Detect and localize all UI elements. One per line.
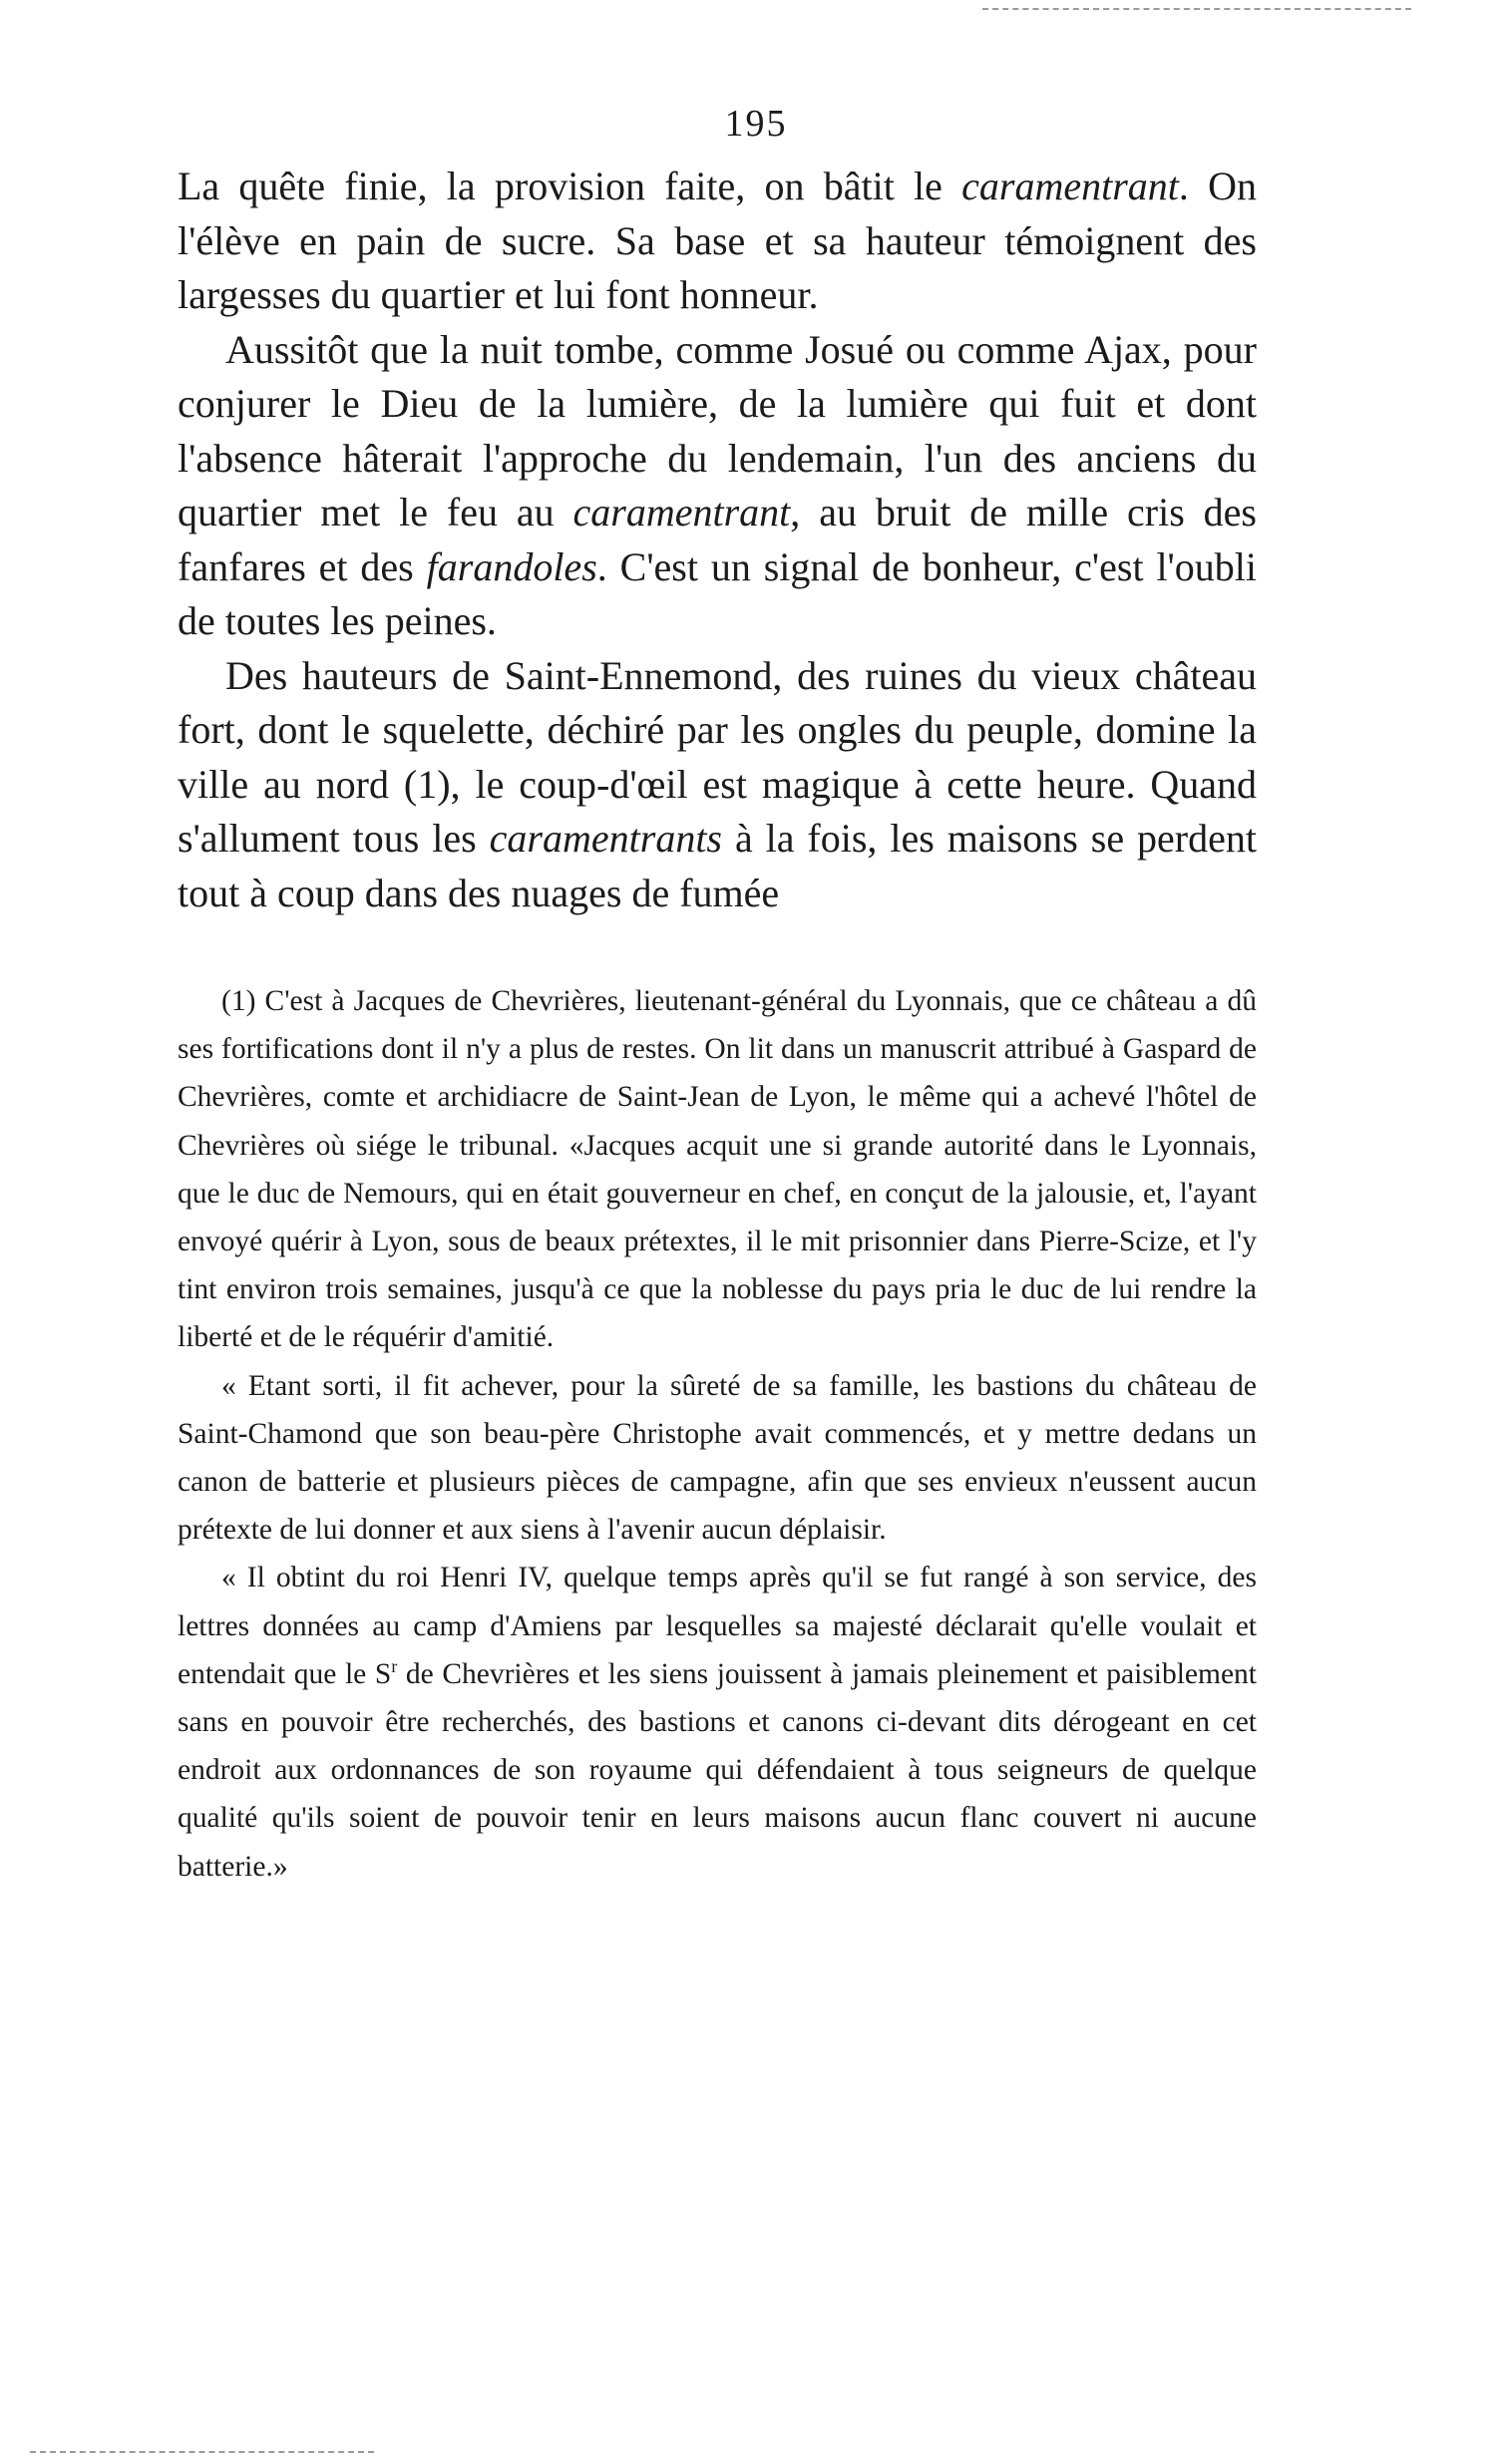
text-run: La quête finie, la provision faite, on bâtit le [178, 164, 962, 208]
page-number: 195 [724, 103, 788, 145]
text-run: Aussitôt que la nuit tombe, comme Josué ou comme Ajax, pour conjurer le Dieu de la lumière, de la lumière qui fuit et dont l'absence hâterait l'approche du lendemain, l'un des anciens du quartier met le feu au [178, 326, 1257, 534]
footnotes [178, 977, 1257, 1891]
footnote: (1) C'est à Jacques de Chevrières, lieutenant-général du Lyonnais, que ce château a dû ses fortifications dont il n'y a plus de restes. On lit dans un manuscrit attribué à Gaspard de Chevrières, comte et archidiacre de Saint-Jean de Lyon, le même qui a achevé l'hôtel de Chevrières où siége le tribunal. «Jacques acquit une si grande autorité dans le Lyonnais, que le duc de Nemours, qui en était gouverneur en chef, en conçut de la jalousie, et, l'ayant envoyé quérir à Lyon, sous de beaux prétextes, il le mit prisonnier dans Pierre-Scize, et l'y tint environ trois semaines, jusqu'à ce que la noblesse du pays pria le duc de lui rendre la liberté et de le réquérir d'amitié. [178, 985, 1257, 1354]
italic-term: caramentrants [489, 816, 722, 861]
text-run: de Chevrières et les siens jouissent à jamais pleinement et paisiblement sans en pouvoir être recherchés, des bastions et canons ci-devant dits dérogeant en cet endroit aux ordonnances de son royaume qui défendaient à tous seigneurs de quelque qualité qu'ils soient de pouvoir tenir en leurs maisons aucun flanc couvert ni aucune batterie.» [178, 1657, 1257, 1883]
paragraph [178, 160, 1257, 323]
superscript: r [391, 1656, 398, 1677]
paragraph [178, 649, 1257, 921]
footnote-continuation: « Etant sorti, il fit achever, pour la sûreté de sa famille, les bastions du château de Saint-Chamond que son beau-père Christophe avait commencés, et y mettre dedans un canon de batterie et plusieurs pièces de campagne, afin que ses envieux n'eussent aucun prétexte de lui donner et aux siens à l'avenir aucun déplaisir. [178, 1369, 1257, 1547]
text-run: , au bruit de mille cris des fanfares et des [178, 490, 1257, 589]
text-run: « Il obtint du roi Henri IV, quelque temps après qu'il se fut rangé à son service, des lettres données au camp d'Amiens par lesquelles sa majesté déclarait qu'elle voulait et entendait que le S [178, 1562, 1257, 1690]
paragraph [178, 323, 1257, 649]
italic-term: caramentrant [961, 164, 1179, 208]
italic-term: farandoles [426, 543, 597, 589]
text-run: . C'est un signal de bonheur, c'est l'oubli de toutes les peines. [178, 543, 1257, 643]
text-run: . On l'élève en pain de sucre. Sa base et sa hauteur témoignent des largesses du quartier et lui font honneur. [178, 164, 1258, 317]
main-text [178, 160, 1257, 920]
scan-edge-mark-top [982, 8, 1411, 13]
text-run: Des hauteurs de Saint-Ennemond, des ruines du vieux château fort, dont le squelette, déchiré par les ongles du peuple, domine la ville au nord (1), le coup-d'œil est magique à cette heure. Quand s'allument tous les [178, 652, 1257, 861]
text-run: à la fois, les maisons se perdent tout à coup dans des nuages de fumée [178, 816, 1257, 915]
italic-term: caramentrant [572, 490, 791, 534]
footnote-continuation [178, 1554, 1257, 1890]
scan-edge-mark-bottom [30, 2451, 374, 2456]
